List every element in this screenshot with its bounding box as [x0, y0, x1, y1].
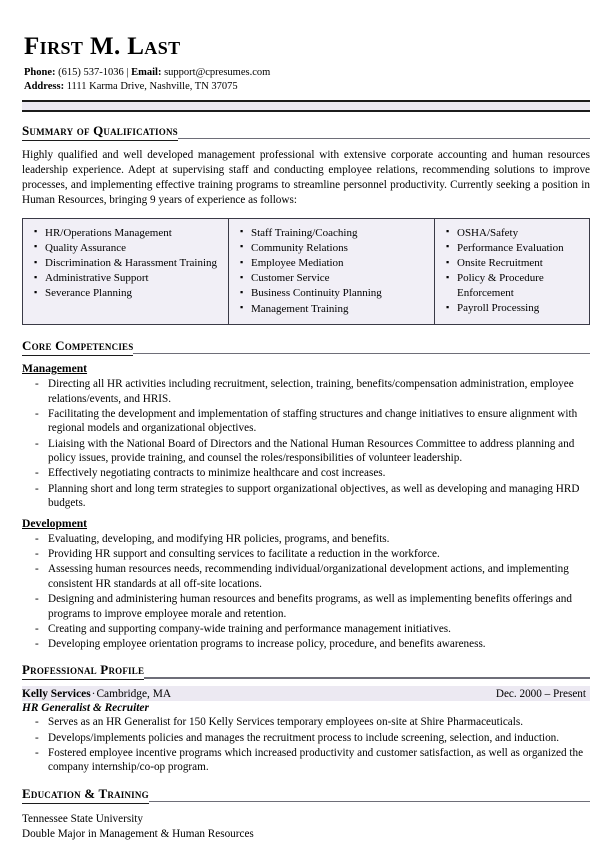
section-header-professional-profile [22, 662, 590, 680]
job-location: Cambridge, MA [96, 687, 172, 700]
section-rule [178, 138, 590, 139]
phone-value: (615) 537-1036 [58, 67, 124, 79]
contact-phone-email-line [24, 66, 590, 80]
skills-list-3 [439, 226, 583, 316]
bullet-item: - Assessing human resources needs, recommending individual/organizational development actions, and implementing consistent HR standards at all off-site locations. [22, 562, 590, 591]
section-title-core-competencies: Core Competencies [22, 338, 133, 356]
header-divider-bottom-rule [22, 110, 590, 112]
skill-item: ▪ Management Training [233, 302, 428, 317]
skill-item: ▪ Onsite Recruitment [439, 256, 583, 271]
development-bullet-list [22, 532, 590, 652]
skills-box [22, 218, 590, 325]
header-divider [22, 100, 590, 112]
section-rule [133, 353, 590, 354]
education-school: Tennessee State University [22, 812, 144, 825]
section-title-summary: Summary of Qualifications [22, 123, 178, 141]
address-label: Address: [24, 81, 65, 93]
bullet-item: - Serves as an HR Generalist for 150 Kelly Services temporary employees on-site at Shire Pharmaceuticals. [22, 715, 590, 730]
skill-item: ▪ Business Continuity Planning [233, 286, 428, 301]
subsection-title-development: Development [22, 516, 88, 530]
skills-list-1 [27, 226, 222, 302]
skills-column-2 [229, 219, 435, 324]
job-bullet-list [22, 715, 590, 775]
skill-item: ▪ Community Relations [233, 241, 428, 256]
bullet-item: - Planning short and long term strategies to support organizational objectives, as well as developing and managing HRD budgets. [22, 482, 590, 511]
bullet-item: - Fostered employee incentive programs which increased productivity and customer satisfaction, as well as organized the company internship/co-op program. [22, 746, 590, 775]
header-divider-band [22, 102, 590, 110]
contact-address-line [24, 80, 590, 94]
skill-item: ▪ Administrative Support [27, 271, 222, 286]
section-title-professional-profile: Professional Profile [22, 662, 144, 680]
resume-header [22, 34, 590, 94]
skills-list-2 [233, 226, 428, 317]
management-bullet-list [22, 377, 590, 511]
section-header-summary [22, 123, 590, 141]
bullet-item: - Effectively negotiating contracts to minimize healthcare and cost increases. [22, 466, 590, 481]
job-employer-location [22, 688, 171, 700]
bullet-item: - Evaluating, developing, and modifying HR policies, programs, and benefits. [22, 532, 590, 547]
skill-item: ▪ Policy & Procedure Enforcement [439, 271, 583, 300]
contact-divider: | [126, 67, 129, 79]
skill-item: ▪ Customer Service [233, 271, 428, 286]
skill-item: ▪ Severance Planning [27, 286, 222, 301]
job-employer-name: Kelly Services [22, 687, 91, 700]
bullet-item: - Develops/implements policies and manages the recruitment process to include screening, selection, and induction. [22, 731, 590, 746]
section-rule [144, 677, 590, 678]
skill-item: ▪ Payroll Processing [439, 301, 583, 316]
bullet-item: - Developing employee orientation programs to increase policy, procedure, and benefits awareness. [22, 637, 590, 652]
bullet-item: - Facilitating the development and implementation of staffing structures and change initiatives to ensure alignment with regional models and organizational objectives. [22, 407, 590, 436]
skill-item: ▪ Staff Training/Coaching [233, 226, 428, 241]
skills-column-1 [23, 219, 229, 324]
employer-location-separator: · [91, 687, 96, 700]
skills-column-3 [435, 219, 589, 324]
section-header-education [22, 786, 590, 804]
bullet-item: - Directing all HR activities including recruitment, selection, training, benefits/compensation administration, employee relations/events, and HRIS. [22, 377, 590, 406]
job-dates: Dec. 2000 – Present [495, 687, 586, 700]
bullet-item: - Liaising with the National Board of Directors and the National Human Resources Committee to address planning and policy issues, provide training, and counsel the roles/responsibilities of volunteer leadership. [22, 437, 590, 466]
education-degree: Double Major in Management & Human Resources [22, 828, 254, 840]
section-title-education: Education & Training [22, 786, 149, 804]
skill-item: ▪ OSHA/Safety [439, 226, 583, 241]
bullet-item: - Designing and administering human resources and benefits programs, as well as implementing benefits offerings and programs to improve employee morale and retention. [22, 592, 590, 621]
summary-paragraph: Highly qualified and well developed management professional with extensive corporate accounting and human resources leadership experience. Adept at supervising staff and conducting employee relations, recommending solutions to improve processes, and implementing effective training programs to streamline personnel productivity. Currently seeking a position in Human Resources, bringing 9 years of experience as follows: [22, 148, 590, 206]
skill-item: ▪ HR/Operations Management [27, 226, 222, 241]
candidate-name: First M. Last [24, 33, 181, 60]
job-employer-band [22, 686, 590, 701]
email-value[interactable]: support@cpresumes.com [164, 67, 271, 79]
skill-item: ▪ Quality Assurance [27, 241, 222, 256]
phone-label: Phone: [24, 67, 56, 79]
bullet-item: - Providing HR support and consulting services to facilitate a reduction in the workforce. [22, 547, 590, 562]
bullet-item: - Creating and supporting company-wide training and performance management initiatives. [22, 622, 590, 637]
job-title: HR Generalist & Recruiter [22, 702, 149, 715]
subsection-title-management: Management [22, 361, 88, 375]
skill-item: ▪ Performance Evaluation [439, 241, 583, 256]
skill-item: ▪ Discrimination & Harassment Training [27, 256, 222, 271]
skill-item: ▪ Employee Mediation [233, 256, 428, 271]
section-header-core-competencies [22, 338, 590, 356]
email-label: Email: [131, 67, 162, 79]
address-value: 1111 Karma Drive, Nashville, TN 37075 [66, 81, 238, 93]
section-rule [149, 801, 590, 802]
